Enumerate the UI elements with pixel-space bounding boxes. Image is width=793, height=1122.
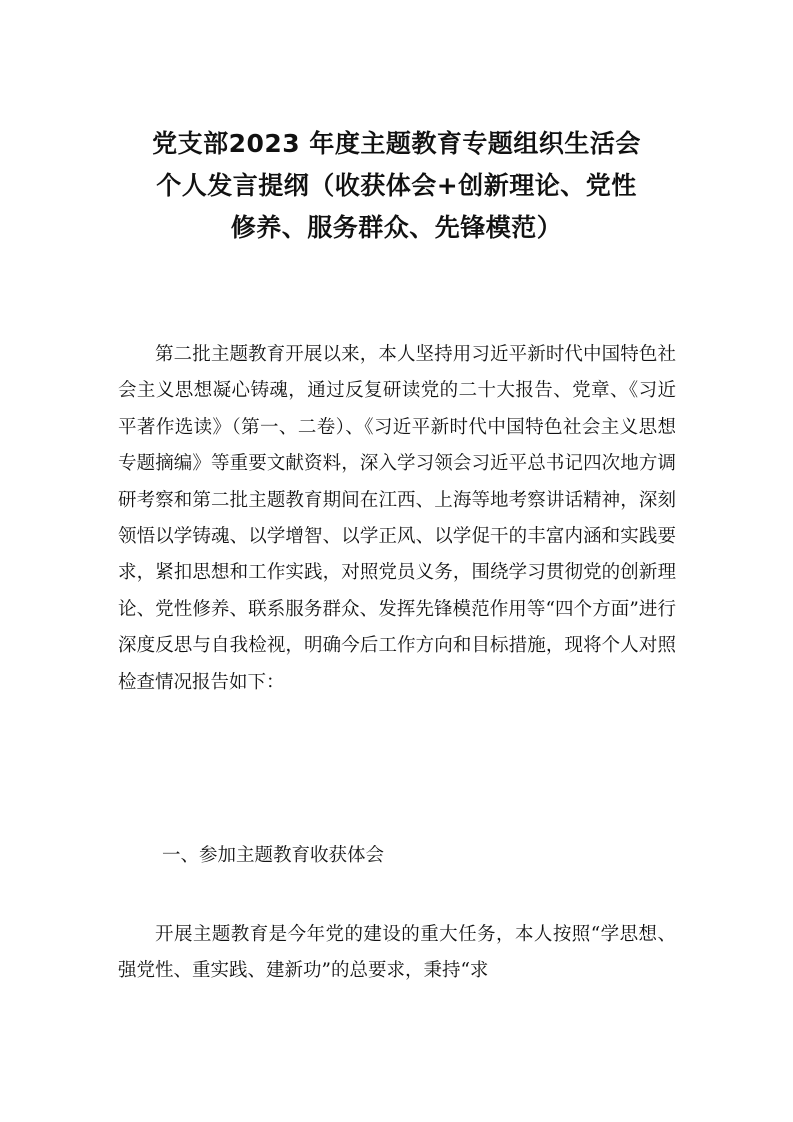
title-line-1: 党支部2023 年度主题教育专题组织生活会	[152, 129, 641, 158]
document-title	[110, 123, 683, 249]
section-heading-1: 一、参加主题教育收获体会	[162, 845, 385, 866]
title-line-3: 修养、服务群众、先锋模范）	[230, 213, 563, 242]
intro-paragraph: 第二批主题教育开展以来，本人坚持用习近平新时代中国特色社会主义思想凝心铸魂，通过反复研读党的二十大报告、党章、《习近平著作选读》（第一、二卷）、《习近平新时代中国特色社会主义思想专题摘编》等重要文献资料，深入学习领会习近平总书记四次地方调研考察和第二批主题教育期间在江西、上海等地考察讲话精神，深刻领悟以学铸魂、以学增智、以学正风、以学促干的丰富内涵和实践要求，紧扣思想和工作实践，对照党员义务，围绕学习贯彻党的创新理论、党性修养、联系服务群众、发挥先锋模范作用等“四个方面”进行深度反思与自我检视，明确今后工作方向和目标措施，现将个人对照检查情况报告如下：	[118, 344, 676, 693]
title-line-2: 个人发言提纲（收获体会+创新理论、党性	[156, 171, 637, 200]
section-1-paragraph: 开展主题教育是今年党的建设的重大任务，本人按照“学思想、强党性、重实践、建新功”的总要求，秉持“求	[118, 924, 676, 982]
